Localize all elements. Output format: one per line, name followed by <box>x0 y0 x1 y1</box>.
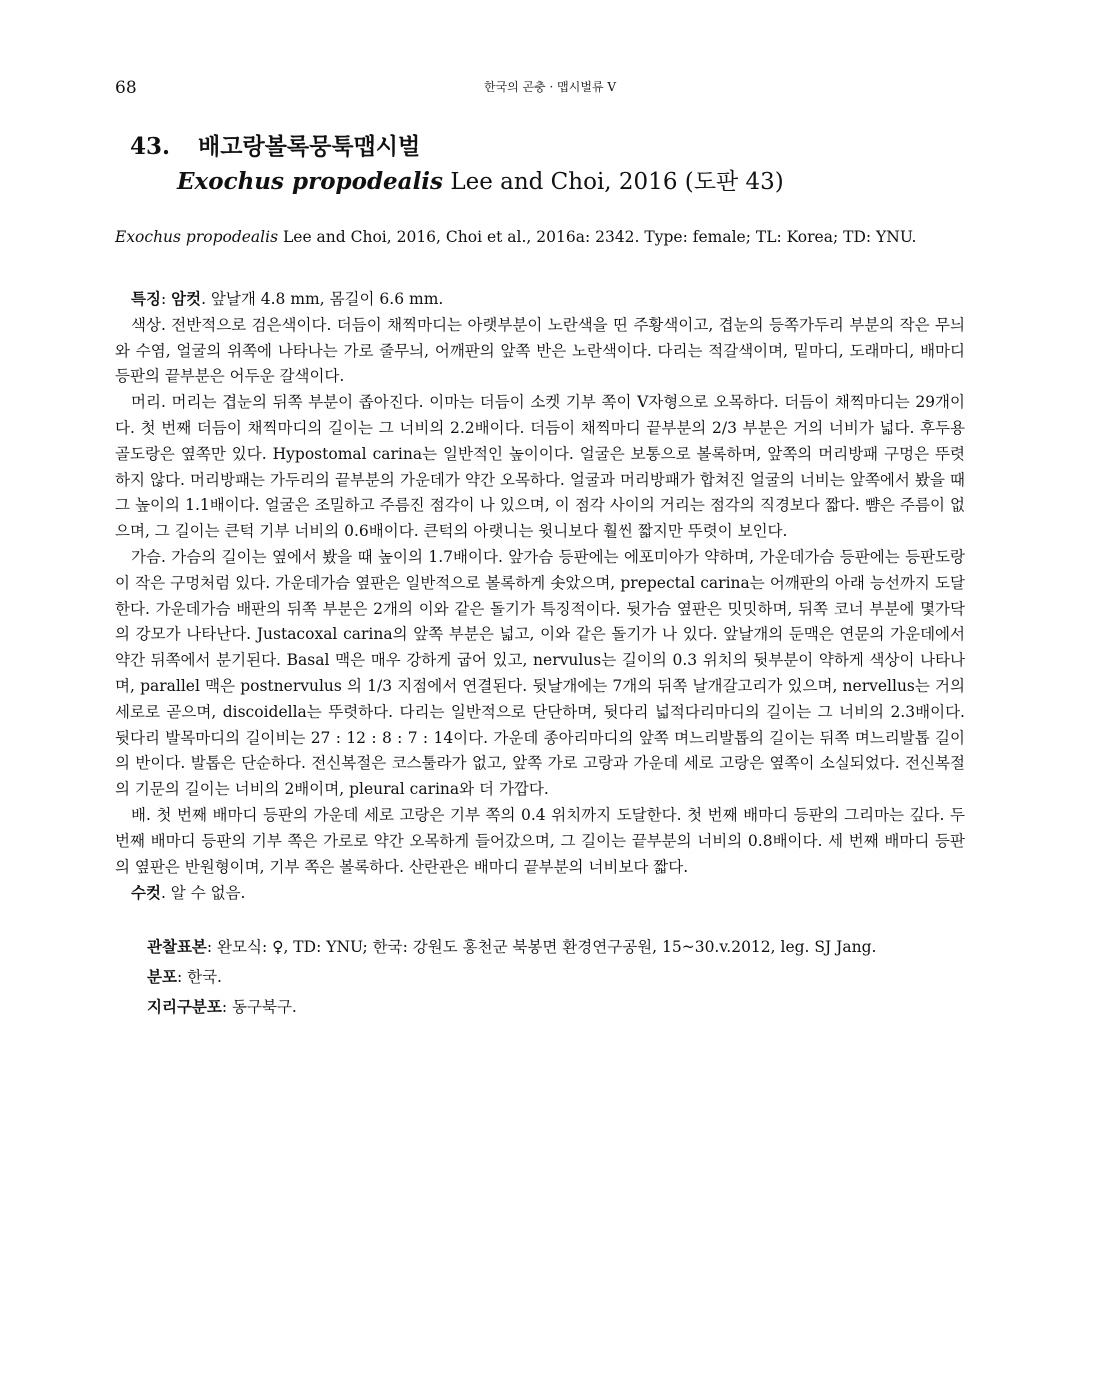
title-scientific <box>130 164 784 200</box>
material-line <box>115 932 965 962</box>
distribution-text: : 한국. <box>176 968 222 987</box>
citation-text: Lee and Choi, 2016, Choi et al., 2016a: 2342. Type: female; TL: Korea; TD: YNU. <box>278 228 917 246</box>
metasoma-paragraph: 배. 첫 번째 배마디 등판의 가운데 세로 고랑은 기부 쪽의 0.4 위치까지 도달한다. 첫 번째 배마디 등판의 그리마는 깊다. 두 번째 배마디 등판의 기부 쪽은 가로로 약간 오목하게 들어갔으며, 그 길이는 끝부분의 너비의 0.8배이다. 세 번째 배마디 등판의 옆판은 반원형이며, 기부 쪽은 볼록하다. 산란관은 배마디 끝부분의 너비보다 짧다. <box>115 805 965 876</box>
female-label: 암컷 <box>171 289 202 308</box>
mesosoma-paragraph: 가슴. 가슴의 길이는 옆에서 봤을 때 높이의 1.7배이다. 앞가슴 등판에는 에포미아가 약하며, 가운데가슴 등판에는 등판도랑이 작은 구멍처럼 있다. 가운데가슴 옆판은 일반적으로 볼록하게 솟았으며, prepectal carina는 어깨판의 아래 능선까지 도달한다. 가운데가슴 배판의 뒤쪽 부분은 2개의 이와 같은 돌기가 특징적이다. 뒷가슴 옆판은 밋밋하며, 뒤쪽 코너 부분에 몇가닥의 강모가 나타난다. Justacoxal carina의 앞쪽 부분은 넓고, 이와 같은 돌기가 나 있다. 앞날개의 둔맥은 연문의 가운데에서 약간 뒤쪽에서 분기된다. Basal 맥은 매우 강하게 굽어 있고, nervulus는 길이의 0.3 위치의 뒷부분이 약하게 색상이 나타나며, parallel 맥은 postnervulus 의 1/3 지점에서 연결된다. 뒷날개에는 7개의 뒤쪽 날개갈고리가 있으며, nervellus는 거의 세로로 곧으며, discoidella는 뚜렷하다. 다리는 일반적으로 단단하며, 뒷다리 넓적다리마디의 길이는 그 너비의 2.3배이다. 뒷다리 발목마디의 길이비는 27 : 12 : 8 : 7 : 14이다. 가운데 종아리마디의 앞쪽 며느리발톱의 길이는 뒤쪽 며느리발톱 길이의 반이다. 발톱은 단순하다. 전신복절은 코스툴라가 없고, 앞쪽 가로 고랑과 가운데 세로 고랑은 옆쪽이 소실되었다. 전신복절의 기문의 길이는 너비의 2배이며, pleural carina와 더 가깝다. <box>115 547 965 799</box>
scientific-name: Exochus propodealis <box>177 168 443 195</box>
description <box>115 286 965 1022</box>
material-label: 관찰표본 <box>147 937 207 957</box>
feature-label: 특징 <box>131 289 161 308</box>
running-head: 한국의 곤충 · 맵시벌류 V <box>483 80 617 94</box>
section-gap <box>115 907 965 932</box>
title-korean <box>130 130 784 164</box>
plate-reference: (도판 43) <box>684 169 784 195</box>
records <box>115 932 965 1022</box>
species-title <box>130 130 784 200</box>
geo-label: 지리구분포 <box>147 997 222 1017</box>
distribution-line <box>115 962 965 992</box>
head-paragraph: 머리. 머리는 겹눈의 뒤쪽 부분이 좁아진다. 이마는 더듬이 소켓 기부 쪽이 V자형으로 오목하다. 더듬이 채찍마디는 29개이다. 첫 번째 더듬이 채찍마디의 길이는 그 너비의 2.2배이다. 더듬이 채찍마디 끝부분의 2/3 부분은 거의 너비가 넓다. 후두용골도랑은 옆쪽만 있다. Hypostomal carina는 일반적인 높이이다. 얼굴은 보통으로 볼록하며, 앞쪽의 머리방패 구멍은 뚜렷하지 않다. 머리방패는 가두리의 끝부분의 가운데가 약간 오목하다. 얼굴과 머리방패가 합쳐진 얼굴의 너비는 앞쪽에서 봤을 때 그 높이의 1.1배이다. 얼굴은 조밀하고 주름진 점각이 나 있으며, 이 점각 사이의 거리는 점각의 직경보다 짧다. 뺨은 주름이 없으며, 그 길이는 큰턱 기부 너비의 0.6배이다. 큰턱의 아랫니는 윗니보다 훨씬 짧지만 뚜렷이 보인다. <box>115 393 965 541</box>
male-line <box>115 880 965 907</box>
geo-distribution-line <box>115 992 965 1022</box>
feature-line: 특징: 암컷. 앞날개 4.8 mm, 몸길이 6.6 mm. <box>131 289 444 308</box>
authority: Lee and Choi, 2016 <box>450 169 678 195</box>
distribution-label: 분포 <box>147 967 177 987</box>
species-number: 43. <box>130 133 171 160</box>
citation-name: Exochus propodealis <box>115 228 279 246</box>
color-paragraph: 색상. 전반적으로 검은색이다. 더듬이 채찍마디는 아랫부분이 노란색을 띤 주황색이고, 겹눈의 등쪽가두리 부분의 작은 무늬와 수염, 얼굴의 위쪽에 나타나는 가로 줄무늬, 어깨판의 앞쪽 반은 노란색이다. 다리는 적갈색이며, 밑마디, 도래마디, 배마디 등판의 끝부분은 어두운 갈색이다. <box>115 315 965 386</box>
male-text: . 알 수 없음. <box>160 884 246 903</box>
page-number: 68 <box>115 78 137 98</box>
male-label: 수컷 <box>131 883 161 903</box>
material-text: : 완모식: ♀, TD: YNU; 한국: 강원도 홍천군 북봉면 환경연구공원, 15~30.v.2012, leg. SJ Jang. <box>206 938 877 957</box>
korean-name: 배고랑볼록뭉툭맵시벌 <box>198 133 421 160</box>
female-text: . 앞날개 4.8 mm, 몸길이 6.6 mm. <box>201 290 444 308</box>
citation <box>115 228 916 246</box>
geo-text: : 동구북구. <box>221 998 297 1017</box>
